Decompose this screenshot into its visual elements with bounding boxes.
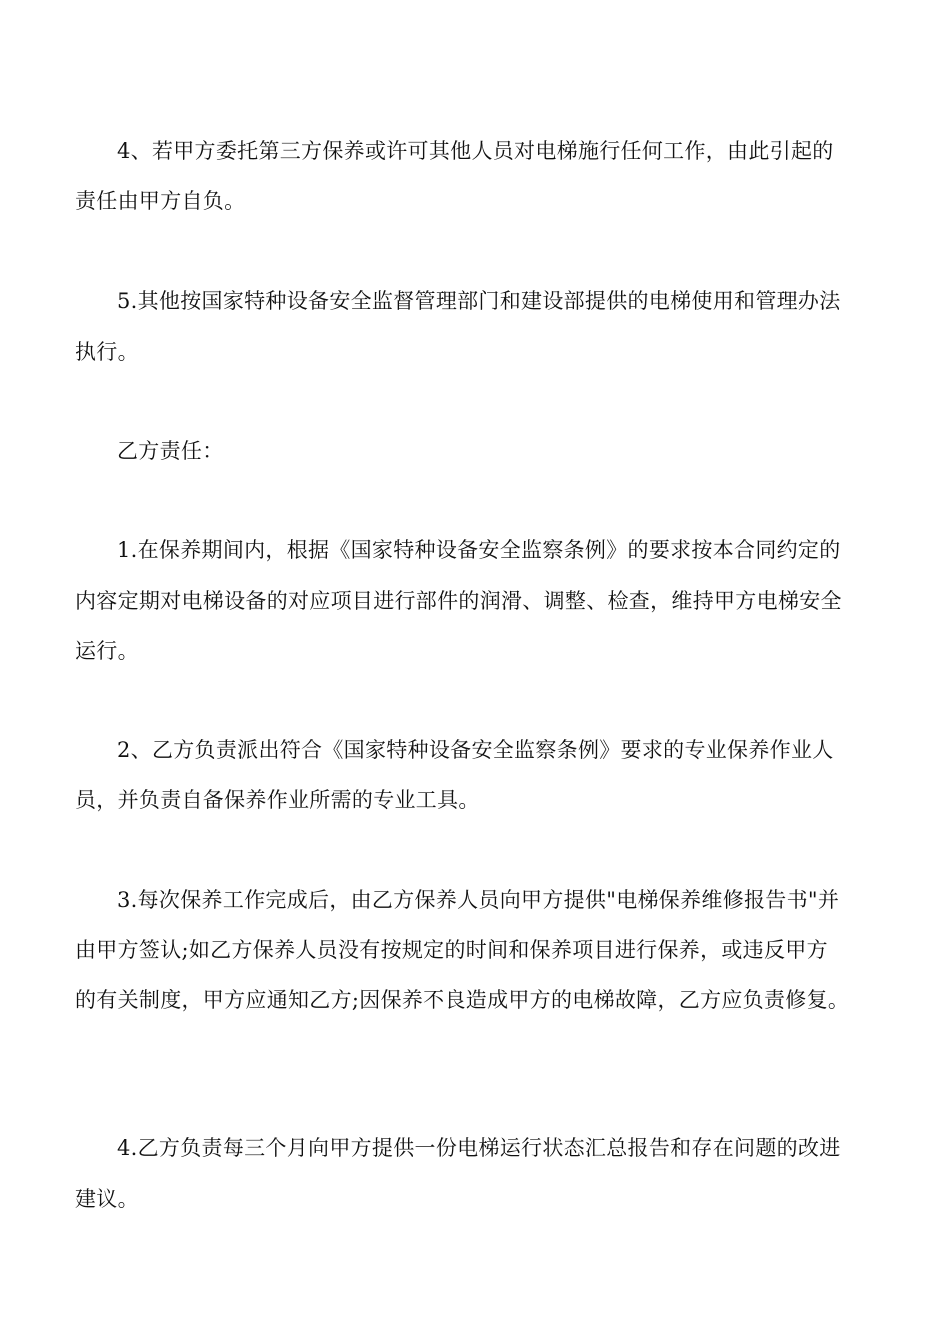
paragraph-line: 1.在保养期间内，根据《国家特种设备安全监察条例》的要求按本合同约定的	[117, 538, 841, 562]
paragraph-line: 员，并负责自备保养作业所需的专业工具。	[75, 788, 480, 812]
paragraph-line: 建议。	[75, 1187, 139, 1211]
section-heading: 乙方责任：	[117, 439, 224, 463]
paragraph-line: 责任由甲方自负。	[75, 189, 246, 213]
paragraph-line: 4.乙方负责每三个月向甲方提供一份电梯运行状态汇总报告和存在问题的改进	[117, 1136, 841, 1160]
paragraph-line: 4、若甲方委托第三方保养或许可其他人员对电梯施行任何工作，由此引起的	[117, 139, 834, 163]
paragraph-line: 执行。	[75, 340, 139, 364]
paragraph-line: 由甲方签认;如乙方保养人员没有按规定的时间和保养项目进行保养，或违反甲方	[75, 938, 828, 962]
paragraph-line: 的有关制度，甲方应通知乙方;因保养不良造成甲方的电梯故障，乙方应负责修复。	[75, 988, 850, 1012]
paragraph-line: 3.每次保养工作完成后，由乙方保养人员向甲方提供"电梯保养维修报告书"并	[117, 888, 840, 912]
paragraph-line: 内容定期对电梯设备的对应项目进行部件的润滑、调整、检查，维持甲方电梯安全	[75, 589, 842, 613]
paragraph-line: 运行。	[75, 639, 139, 663]
paragraph-line: 5.其他按国家特种设备安全监督管理部门和建设部提供的电梯使用和管理办法	[117, 289, 841, 313]
paragraph-line: 2、乙方负责派出符合《国家特种设备安全监察条例》要求的专业保养作业人	[117, 738, 834, 762]
